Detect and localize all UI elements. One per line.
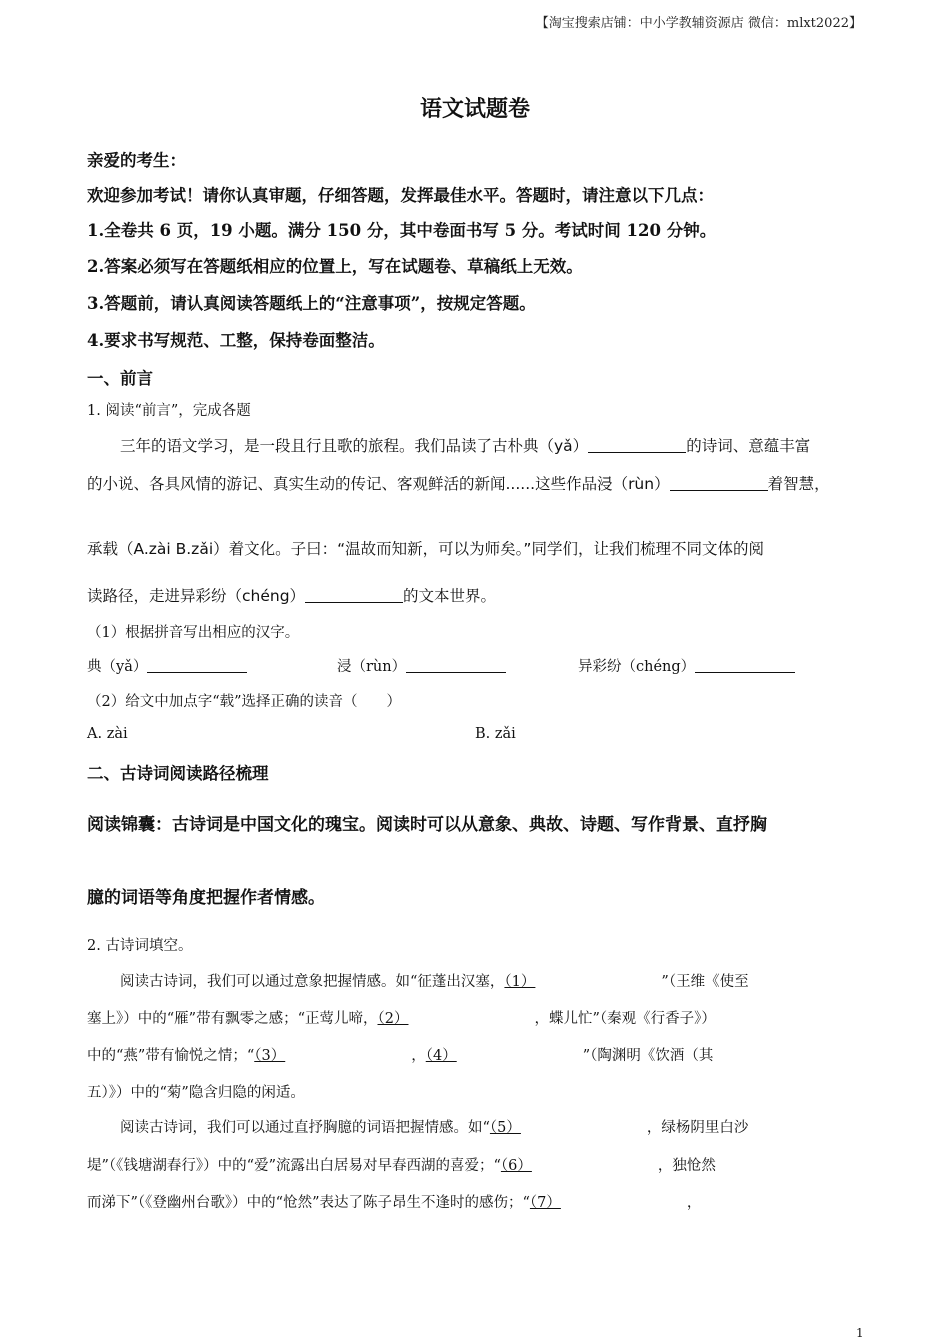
blank-6[interactable]: （6）	[500, 1158, 532, 1174]
blank-4[interactable]: （4）	[425, 1048, 457, 1064]
answer-blank[interactable]	[670, 475, 768, 491]
blank-2[interactable]: （2）	[377, 1011, 409, 1027]
section-2-heading: 二、古诗词阅读路径梳理	[87, 764, 269, 783]
preface-line-3: 承载（A.zài B.zǎi）着文化。子曰：“温故而知新，可以为师矣。”同学们，让我们梳理不同文体的阅	[87, 540, 764, 558]
notice-intro: 欢迎参加考试！请你认真审题，仔细答题，发挥最佳水平。答题时，请注意以下几点：	[87, 186, 714, 205]
poem-line-7: 而涕下”（《登幽州台歌》）中的“怆然”表达了陈子昂生不逢时的感伤；“（7） ，	[87, 1195, 702, 1211]
section-1-heading: 一、前言	[87, 369, 153, 388]
blank-5[interactable]: （5）	[489, 1120, 521, 1136]
notice-item-4: 4.要求书写规范、工整，保持卷面整洁。	[87, 331, 385, 350]
option-a[interactable]: A. zài	[87, 726, 128, 742]
blank-1[interactable]: （1）	[504, 974, 536, 990]
preface-line-2: 的小说、各具风情的游记、真实生动的传记、客观鲜活的新闻......这些作品浸（rùn） 着智慧，	[87, 475, 830, 493]
option-b[interactable]: B. zǎi	[475, 726, 516, 742]
notice-item-2: 2.答案必须写在答题纸相应的位置上，写在试题卷、草稿纸上无效。	[87, 257, 583, 276]
page-title: 语文试题卷	[419, 96, 530, 122]
answer-blank[interactable]	[695, 657, 795, 673]
fill-item-run: 浸（rùn）	[337, 655, 506, 676]
poem-line-2: 塞上》）中的“雁”带有飘零之感；“正莺儿啼，（2） ，蝶儿忙”（秦观《行香子》）	[87, 1011, 716, 1027]
answer-blank[interactable]	[406, 657, 506, 673]
fill-item-ya: 典（yǎ）	[87, 655, 247, 676]
answer-blank[interactable]	[588, 437, 686, 453]
answer-blank[interactable]	[305, 587, 403, 603]
poem-line-3: 中的“燕”带有愉悦之情；“（3） ，（4） ”（陶渊明《饮酒（其	[87, 1048, 714, 1064]
subquestion-1: （1）根据拼音写出相应的汉字。	[87, 625, 300, 641]
page-number: 1	[856, 1326, 864, 1340]
page-header: 【淘宝搜索店铺：中小学教辅资源店 微信：mlxt2022】	[535, 16, 862, 31]
notice-item-1: 1.全卷共 6 页，19 小题。满分 150 分，其中卷面书写 5 分。考试时间 120 分钟。	[87, 221, 717, 240]
fill-item-cheng: 异彩纷（chéng）	[578, 655, 795, 676]
blank-3[interactable]: （3）	[254, 1048, 286, 1064]
poem-line-5: 阅读古诗词，我们可以通过直抒胸臆的词语把握情感。如“（5） ，绿杨阴里白沙	[120, 1120, 749, 1136]
poem-line-1: 阅读古诗词，我们可以通过意象把握情感。如“征蓬出汉塞，（1） ”（王维《使至	[120, 974, 749, 990]
poem-line-6: 堤”（《钱塘湖春行》）中的“爱”流露出白居易对早春西湖的喜爱；“（6） ，独怆然	[87, 1158, 716, 1174]
notice-greeting: 亲爱的考生：	[87, 151, 186, 170]
reading-tip-line-1: 阅读锦囊：古诗词是中国文化的瑰宝。阅读时可以从意象、典故、诗题、写作背景、直抒胸	[87, 815, 767, 835]
subquestion-2: （2）给文中加点字“载”选择正确的读音（ ）	[87, 694, 402, 710]
notice-item-3: 3.答题前，请认真阅读答题纸上的“注意事项”，按规定答题。	[87, 294, 536, 313]
preface-line-1: 三年的语文学习，是一段且行且歌的旅程。我们品读了古朴典（yǎ） 的诗词、意蕴丰富	[120, 437, 811, 455]
preface-line-4: 读路径，走进异彩纷（chéng） 的文本世界。	[87, 587, 497, 605]
blank-7[interactable]: （7）	[529, 1195, 561, 1211]
question-2-title: 2. 古诗词填空。	[87, 938, 193, 954]
reading-tip-line-2: 臆的词语等角度把握作者情感。	[87, 888, 325, 908]
answer-blank[interactable]	[147, 657, 247, 673]
poem-line-4: 五）》）中的“菊”隐含归隐的闲适。	[87, 1085, 305, 1101]
question-1-title: 1. 阅读“前言”，完成各题	[87, 403, 251, 419]
